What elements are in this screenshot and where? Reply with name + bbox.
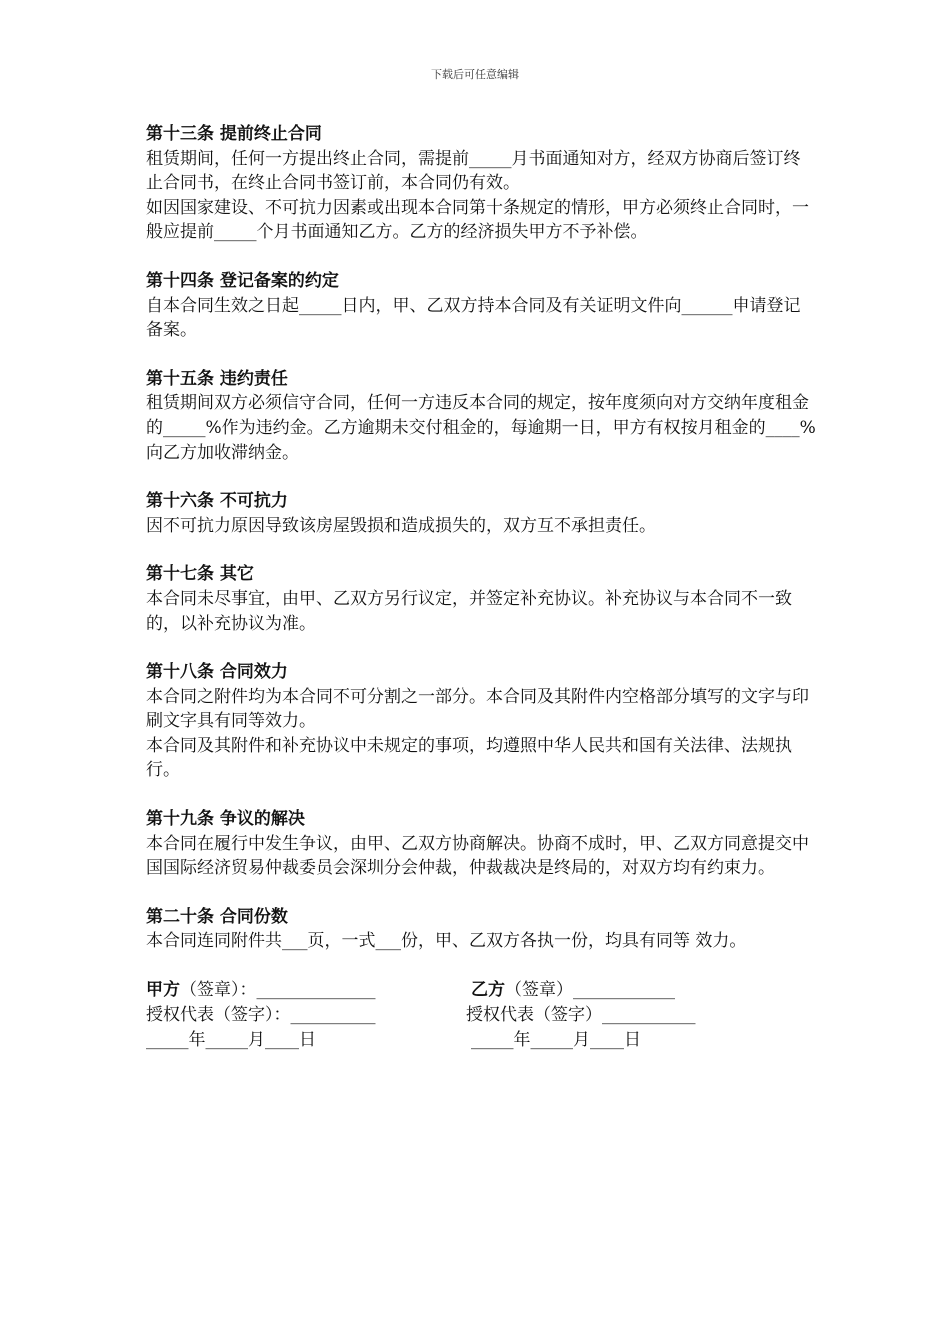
- contract-body: [146, 122, 816, 1053]
- clause-13: [146, 122, 816, 245]
- page-header: 下载后可任意编辑: [431, 68, 519, 81]
- clause-title: 第十七条 其它: [146, 564, 254, 585]
- party-a-signature: [146, 978, 376, 1003]
- clause-19: [146, 807, 816, 881]
- party-b-date: _____年_____月____日: [471, 1030, 641, 1051]
- clause-paragraph: 本合同之附件均为本合同不可分割之一部分。本合同及其附件内空格部分填写的文字与印刷文字具有同等效力。: [146, 686, 809, 732]
- clause-paragraph: 如因国家建设、不可抗力因素或出现本合同第十条规定的情形，甲方必须终止合同时，一般应提前_____个月书面通知乙方。乙方的经济损失甲方不予补偿。: [146, 197, 809, 243]
- clause-paragraph: 本合同未尽事宜，由甲、乙双方另行议定，并签定补充协议。补充协议与本合同不一致的，以补充协议为准。: [146, 588, 792, 634]
- signature-rep-row: [146, 1003, 816, 1028]
- party-a-sign-line: （签章）：______________: [180, 980, 376, 1001]
- signature-block: [146, 978, 816, 1053]
- clause-paragraph: 本合同及其附件和补充协议中未规定的事项，均遵照中华人民共和国有关法律、法规执行。: [146, 735, 792, 781]
- clause-18: [146, 660, 816, 783]
- clause-17: [146, 562, 816, 636]
- clause-15: [146, 367, 816, 465]
- clause-title: 第十五条 违约责任: [146, 368, 288, 389]
- party-b-signature: [471, 978, 675, 1003]
- party-b-label: 乙方: [471, 980, 505, 1001]
- party-b-representative: 授权代表（签字）___________: [466, 1005, 696, 1026]
- clause-paragraph: 本合同在履行中发生争议，由甲、乙双方协商解决。协商不成时，甲、乙双方同意提交中国国际经济贸易仲裁委员会深圳分会仲裁，仲裁裁决是终局的，对双方均有约束力。: [146, 833, 809, 879]
- party-a-label: 甲方: [146, 980, 180, 1001]
- clause-paragraph: 租赁期间双方必须信守合同，任何一方违反本合同的规定，按年度须向对方交纳年度租金的_____%作为违约金。乙方逾期未交付租金的，每逾期一日，甲方有权按月租金的____%向乙方加收滞纳金。: [146, 393, 816, 463]
- clause-paragraph: 本合同连同附件共___页，一式___份，甲、乙双方各执一份，均具有同等 效力。: [146, 931, 747, 952]
- clause-title: 第二十条 合同份数: [146, 906, 288, 927]
- party-a-representative: 授权代表（签字）：__________: [146, 1005, 376, 1026]
- clause-paragraph: 自本合同生效之日起_____日内，甲、乙双方持本合同及有关证明文件向______申请登记备案。: [146, 295, 801, 341]
- clause-title: 第十九条 争议的解决: [146, 809, 305, 830]
- signature-date-row: [146, 1028, 816, 1053]
- clause-title: 第十四条 登记备案的约定: [146, 270, 339, 291]
- clause-title: 第十六条 不可抗力: [146, 491, 288, 512]
- clause-14: [146, 269, 816, 343]
- clause-paragraph: 因不可抗力原因导致该房屋毁损和造成损失的，双方互不承担责任。: [146, 515, 656, 536]
- clause-paragraph: 租赁期间，任何一方提出终止合同，需提前_____月书面通知对方，经双方协商后签订终止合同书，在终止合同书签订前，本合同仍有效。: [146, 148, 801, 194]
- clause-title: 第十三条 提前终止合同: [146, 124, 322, 144]
- party-b-sign-line: （签章）____________: [505, 980, 675, 1001]
- clause-20: [146, 905, 816, 954]
- signature-party-row: [146, 978, 816, 1003]
- party-a-date: _____年_____月____日: [146, 1030, 316, 1051]
- clause-16: [146, 489, 816, 538]
- clause-title: 第十八条 合同效力: [146, 662, 288, 683]
